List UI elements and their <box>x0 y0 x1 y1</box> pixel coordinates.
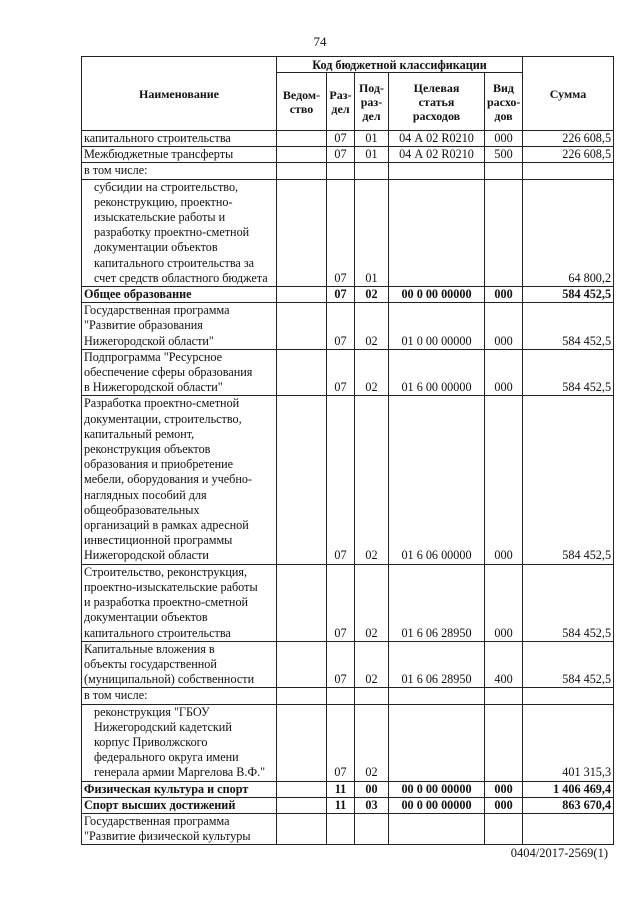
cell-celevaya-statya <box>389 813 485 844</box>
cell-name: Строительство, реконструкция, проектно-изыскательские работы и разработка проектно-сметной документации объектов капитального строительства <box>82 564 277 641</box>
cell-name: Физическая культура и спорт <box>82 781 277 797</box>
cell-vid-rashodov: 000 <box>485 349 523 396</box>
cell-celevaya-statya: 00 0 00 00000 <box>389 781 485 797</box>
cell-name: Общее образование <box>82 287 277 303</box>
cell-vedomstvo <box>277 564 327 641</box>
cell-razdel: 07 <box>327 349 355 396</box>
cell-vid-rashodov <box>485 163 523 179</box>
cell-name: Спорт высших достижений <box>82 797 277 813</box>
header-celevaya-statya: Целевая статья расходов <box>389 73 485 131</box>
cell-vid-rashodov: 400 <box>485 641 523 688</box>
cell-vedomstvo <box>277 179 327 286</box>
cell-celevaya-statya: 04 А 02 R0210 <box>389 147 485 163</box>
page-number: 74 <box>313 34 327 49</box>
cell-vid-rashodov: 000 <box>485 564 523 641</box>
cell-name: Государственная программа "Развитие физической культуры <box>82 813 277 844</box>
cell-podrazdel <box>355 163 389 179</box>
cell-razdel: 07 <box>327 147 355 163</box>
cell-sum: 863 670,4 <box>523 797 614 813</box>
cell-sum: 401 315,3 <box>523 704 614 781</box>
cell-sum: 584 452,5 <box>523 287 614 303</box>
cell-podrazdel: 02 <box>355 349 389 396</box>
cell-name: Государственная программа "Развитие образования Нижегородской области" <box>82 303 277 350</box>
table-row <box>82 163 614 179</box>
cell-vedomstvo <box>277 131 327 147</box>
cell-razdel: 07 <box>327 131 355 147</box>
header-vid-rashodov: Вид расхо- дов <box>485 73 523 131</box>
cell-vid-rashodov <box>485 813 523 844</box>
cell-sum <box>523 163 614 179</box>
cell-name: в том числе: <box>82 688 277 704</box>
cell-podrazdel: 02 <box>355 287 389 303</box>
cell-vedomstvo <box>277 797 327 813</box>
header-vedomstvo: Ведом- ство <box>277 73 327 131</box>
cell-podrazdel: 00 <box>355 781 389 797</box>
budget-table <box>81 56 614 845</box>
cell-vid-rashodov: 000 <box>485 303 523 350</box>
cell-podrazdel: 02 <box>355 564 389 641</box>
cell-vedomstvo <box>277 287 327 303</box>
cell-vid-rashodov <box>485 704 523 781</box>
cell-celevaya-statya <box>389 704 485 781</box>
cell-sum: 226 608,5 <box>523 147 614 163</box>
cell-vedomstvo <box>277 349 327 396</box>
cell-razdel: 07 <box>327 396 355 564</box>
cell-podrazdel: 02 <box>355 641 389 688</box>
cell-sum: 584 452,5 <box>523 303 614 350</box>
table-body <box>82 131 614 845</box>
cell-celevaya-statya <box>389 163 485 179</box>
table-row <box>82 813 614 844</box>
header-classification-group: Код бюджетной классификации <box>277 57 523 73</box>
cell-vid-rashodov: 000 <box>485 287 523 303</box>
table-row <box>82 704 614 781</box>
cell-vid-rashodov: 000 <box>485 797 523 813</box>
cell-celevaya-statya: 01 6 00 00000 <box>389 349 485 396</box>
cell-razdel <box>327 688 355 704</box>
table-row <box>82 396 614 564</box>
cell-name: в том числе: <box>82 163 277 179</box>
cell-name: Межбюджетные трансферты <box>82 147 277 163</box>
cell-podrazdel: 02 <box>355 704 389 781</box>
table-row <box>82 564 614 641</box>
cell-razdel <box>327 813 355 844</box>
cell-vedomstvo <box>277 147 327 163</box>
cell-sum <box>523 813 614 844</box>
cell-podrazdel: 01 <box>355 131 389 147</box>
cell-razdel: 07 <box>327 564 355 641</box>
table-row <box>82 303 614 350</box>
header-razdel: Раз- дел <box>327 73 355 131</box>
cell-vid-rashodov: 000 <box>485 396 523 564</box>
cell-celevaya-statya: 04 А 02 R0210 <box>389 131 485 147</box>
table-row <box>82 131 614 147</box>
cell-podrazdel: 02 <box>355 303 389 350</box>
table-row <box>82 781 614 797</box>
cell-vedomstvo <box>277 641 327 688</box>
cell-celevaya-statya: 01 6 06 00000 <box>389 396 485 564</box>
cell-vid-rashodov: 000 <box>485 131 523 147</box>
cell-razdel: 11 <box>327 781 355 797</box>
cell-vid-rashodov: 000 <box>485 781 523 797</box>
cell-celevaya-statya <box>389 688 485 704</box>
cell-sum <box>523 688 614 704</box>
cell-sum: 584 452,5 <box>523 396 614 564</box>
cell-sum: 584 452,5 <box>523 564 614 641</box>
cell-razdel <box>327 163 355 179</box>
cell-podrazdel: 01 <box>355 179 389 286</box>
cell-razdel: 07 <box>327 287 355 303</box>
cell-razdel: 11 <box>327 797 355 813</box>
cell-podrazdel: 02 <box>355 396 389 564</box>
cell-vedomstvo <box>277 396 327 564</box>
table-row <box>82 641 614 688</box>
cell-sum: 584 452,5 <box>523 349 614 396</box>
cell-vedomstvo <box>277 303 327 350</box>
header-name: Наименование <box>82 57 277 131</box>
document-code: 0404/2017-2569(1) <box>510 846 608 860</box>
cell-razdel: 07 <box>327 303 355 350</box>
cell-celevaya-statya: 01 0 00 00000 <box>389 303 485 350</box>
cell-vid-rashodov <box>485 179 523 286</box>
cell-celevaya-statya: 00 0 00 00000 <box>389 797 485 813</box>
cell-name: Капитальные вложения в объекты государственной (муниципальной) собственности <box>82 641 277 688</box>
cell-vid-rashodov <box>485 688 523 704</box>
cell-vid-rashodov: 500 <box>485 147 523 163</box>
cell-razdel: 07 <box>327 179 355 286</box>
cell-razdel: 07 <box>327 641 355 688</box>
cell-podrazdel <box>355 813 389 844</box>
cell-vedomstvo <box>277 813 327 844</box>
header-sum: Сумма <box>523 57 614 131</box>
cell-sum: 64 800,2 <box>523 179 614 286</box>
cell-name: капитального строительства <box>82 131 277 147</box>
cell-celevaya-statya: 01 6 06 28950 <box>389 641 485 688</box>
table-row <box>82 147 614 163</box>
cell-sum: 584 452,5 <box>523 641 614 688</box>
cell-podrazdel: 01 <box>355 147 389 163</box>
cell-podrazdel <box>355 688 389 704</box>
cell-name: Разработка проектно-сметной документации, строительство, капитальный ремонт, реконструкция объектов образования и приобретение мебели, оборудования и учебно- наглядных пособий для общеобразовательных организаций в рамках адресной инвестиционной программы Нижегородской области <box>82 396 277 564</box>
cell-vedomstvo <box>277 688 327 704</box>
cell-vedomstvo <box>277 704 327 781</box>
table-row <box>82 179 614 286</box>
cell-celevaya-statya: 01 6 06 28950 <box>389 564 485 641</box>
cell-razdel: 07 <box>327 704 355 781</box>
cell-celevaya-statya: 00 0 00 00000 <box>389 287 485 303</box>
table-row <box>82 688 614 704</box>
header-podrazdel: Под- раз- дел <box>355 73 389 131</box>
table-row <box>82 287 614 303</box>
cell-name: Подпрограмма "Ресурсное обеспечение сферы образования в Нижегородской области" <box>82 349 277 396</box>
table-row <box>82 797 614 813</box>
cell-podrazdel: 03 <box>355 797 389 813</box>
table-row <box>82 349 614 396</box>
cell-celevaya-statya <box>389 179 485 286</box>
cell-sum: 226 608,5 <box>523 131 614 147</box>
cell-vedomstvo <box>277 163 327 179</box>
cell-name: реконструкция "ГБОУ Нижегородский кадетский корпус Приволжского федерального округа имени генерала армии Маргелова В.Ф." <box>82 704 277 781</box>
cell-vedomstvo <box>277 781 327 797</box>
cell-name: субсидии на строительство, реконструкцию, проектно- изыскательские работы и разработку проектно-сметной документации объектов капитального строительства за счет средств областного бюджета <box>82 179 277 286</box>
cell-sum: 1 406 469,4 <box>523 781 614 797</box>
